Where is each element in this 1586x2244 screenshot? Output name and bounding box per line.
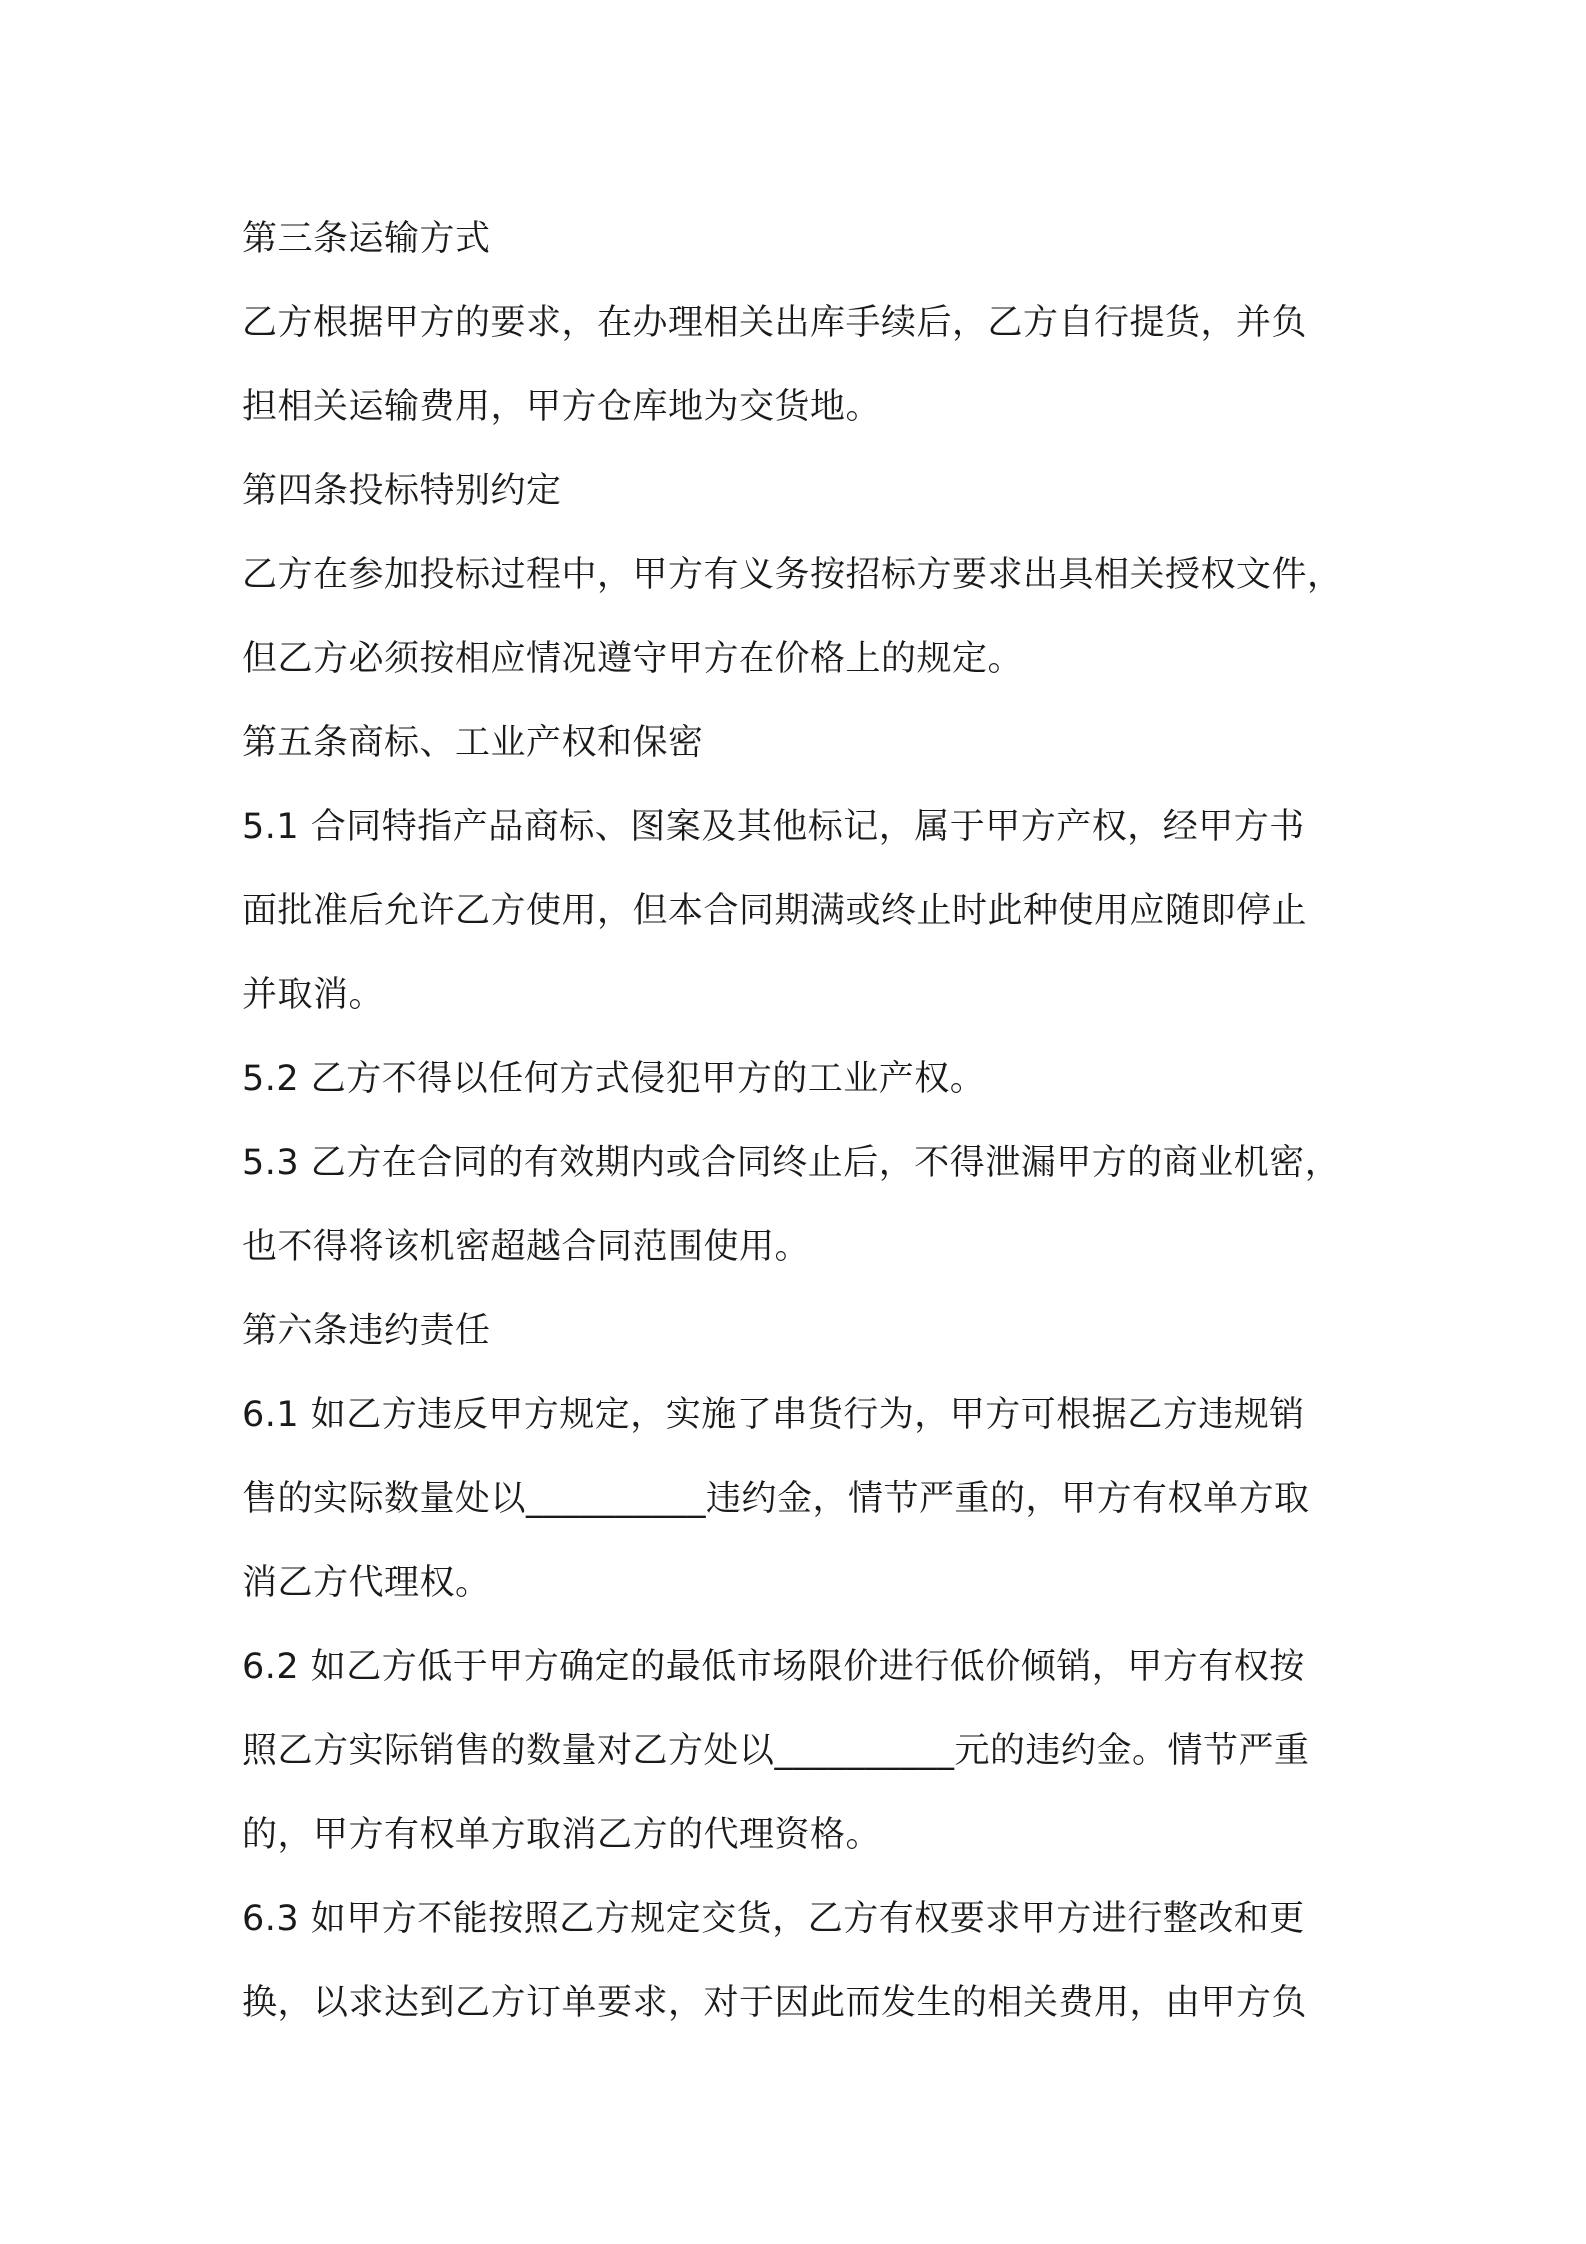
paragraph-line: 乙方在参加投标过程中，甲方有义务按招标方要求出具相关授权文件， — [242, 555, 1343, 595]
clause-5-2: 5.2 乙方不得以任何方式侵犯甲方的工业产权。 — [242, 1059, 986, 1099]
document-body — [242, 197, 1367, 2045]
paragraph-line: 换，以求达到乙方订单要求，对于因此而发生的相关费用，由甲方负 — [242, 1983, 1308, 2023]
paragraph-line: 的，甲方有权单方取消乙方的代理资格。 — [242, 1815, 882, 1855]
paragraph-line: 照乙方实际销售的数量对乙方处以__________元的违约金。情节严重 — [242, 1731, 1310, 1771]
clause-6-2: 6.2 如乙方低于甲方确定的最低市场限价进行低价倾销，甲方有权按 — [242, 1647, 1305, 1687]
clause-6-3: 6.3 如甲方不能按照乙方规定交货，乙方有权要求甲方进行整改和更 — [242, 1899, 1305, 1939]
clause-6-1: 6.1 如乙方违反甲方规定，实施了串货行为，甲方可根据乙方违规销 — [242, 1395, 1305, 1435]
paragraph-line: 但乙方必须按相应情况遵守甲方在价格上的规定。 — [242, 639, 1024, 679]
paragraph-line: 并取消。 — [242, 975, 385, 1015]
paragraph-line: 售的实际数量处以__________违约金，情节严重的，甲方有权单方取 — [242, 1479, 1310, 1519]
clause-5-1: 5.1 合同特指产品商标、图案及其他标记，属于甲方产权，经甲方书 — [242, 807, 1305, 847]
heading-article-5: 第五条商标、工业产权和保密 — [242, 723, 704, 763]
paragraph-line: 乙方根据甲方的要求，在办理相关出库手续后，乙方自行提货，并负 — [242, 303, 1308, 343]
paragraph-line: 也不得将该机密超越合同范围使用。 — [242, 1227, 811, 1267]
paragraph-line: 面批准后允许乙方使用，但本合同期满或终止时此种使用应随即停止 — [242, 891, 1308, 931]
heading-article-6: 第六条违约责任 — [242, 1311, 491, 1351]
heading-article-4: 第四条投标特别约定 — [242, 471, 562, 511]
clause-5-3: 5.3 乙方在合同的有效期内或合同终止后，不得泄漏甲方的商业机密， — [242, 1143, 1341, 1183]
paragraph-line: 消乙方代理权。 — [242, 1563, 491, 1603]
heading-article-3: 第三条运输方式 — [242, 219, 491, 259]
paragraph-line: 担相关运输费用，甲方仓库地为交货地。 — [242, 387, 882, 427]
